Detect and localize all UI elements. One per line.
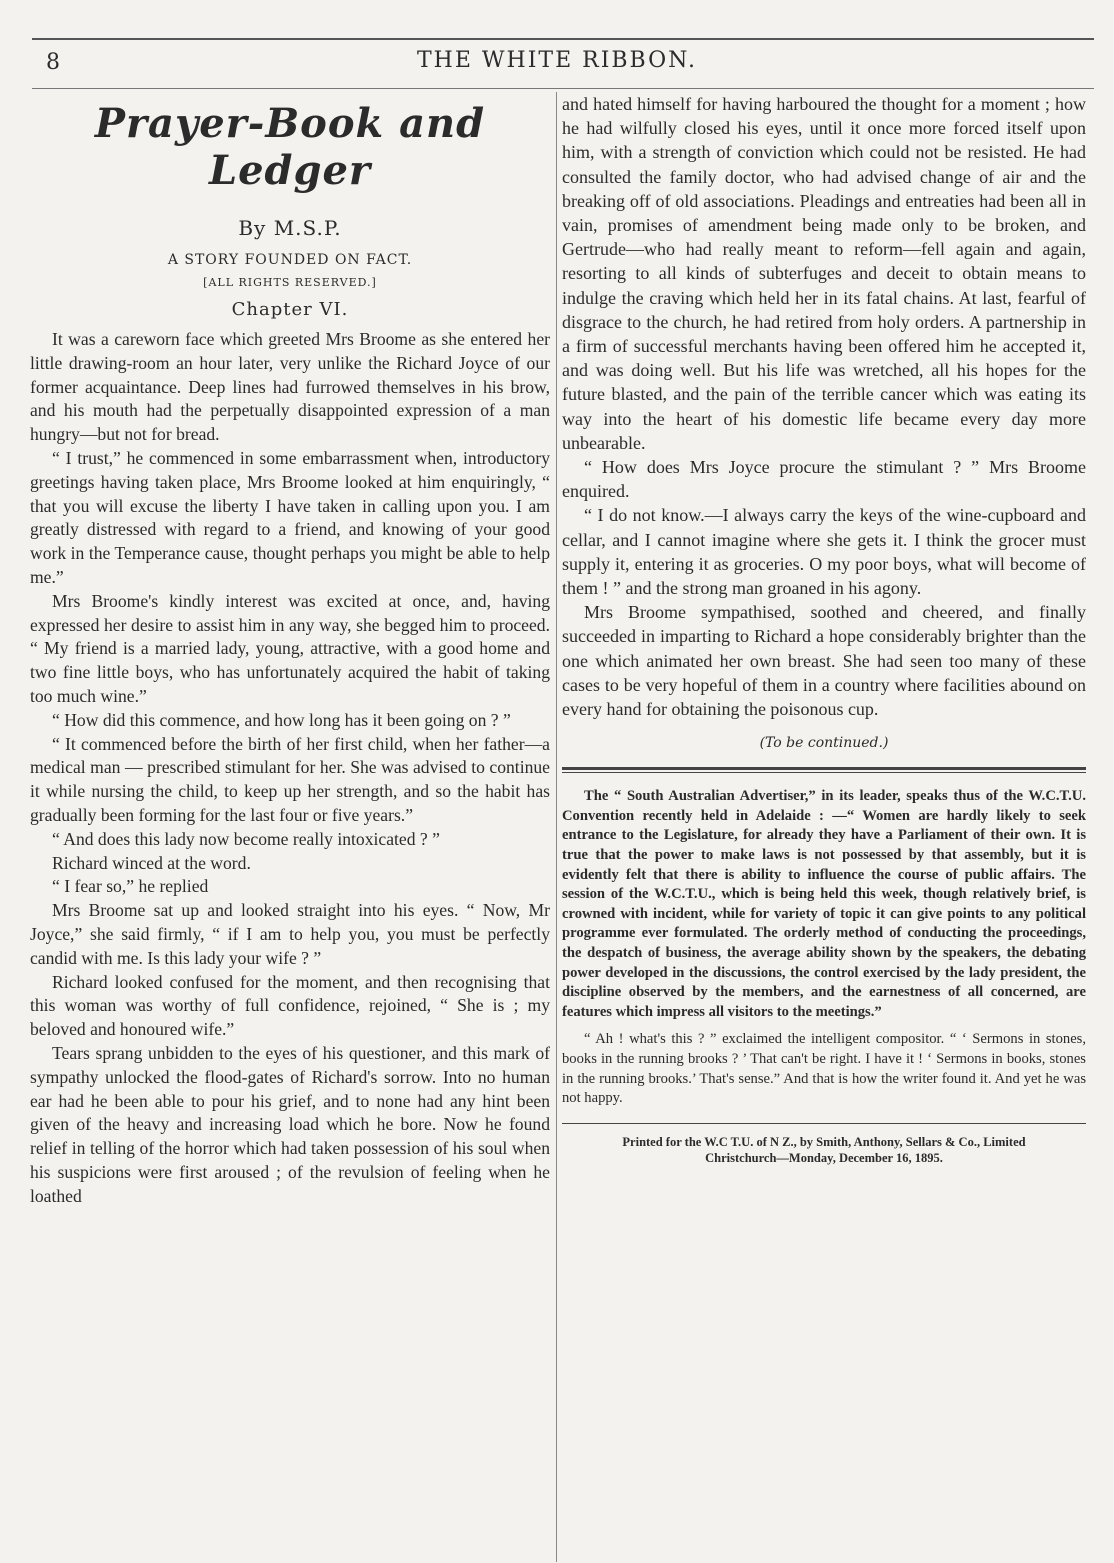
- paragraph: It was a careworn face which greeted Mrs Broome as she entered her little drawing-room an hour later, very unlike the Richard Joyce of our former acquaintance. Deep lines had furrowed themselves in his brow, and his mouth had the perpetually disappointed expression of a man hungry—but not for bread.: [30, 329, 550, 445]
- story-right-text: [562, 92, 1086, 721]
- paragraph: Mrs Broome's kindly interest was excited at once, and, having expressed her desire to assist him in any way, she begged him to proceed. “ My friend is a married lady, young, attractive, with a good home and two fine little boys, who has unfortunately acquired the habit of taking too much wine.”: [30, 590, 550, 706]
- continued-note: (To be continued.): [759, 735, 889, 752]
- story-title: Prayer-Book and Ledger: [94, 100, 486, 194]
- paragraph: Mrs Broome sympathised, soothed and cheered, and finally succeeded in imparting to Richard a hope considerably brighter than the one which animated her own breast. She had seen too many of these cases to be very hopeful of them in a country where facilities abound on every hand for obtaining the poisonous cup.: [562, 602, 1086, 720]
- advertiser-excerpt: [562, 787, 1086, 1109]
- story-subtitle: A STORY FOUNDED ON FACT.: [167, 252, 413, 268]
- top-rule: [32, 38, 1094, 40]
- header-rule: [32, 88, 1094, 89]
- imprint-line-1: Printed for the W.C T.U. of N Z., by Smith, Anthony, Sellars & Co., Limited: [622, 1134, 1026, 1149]
- paragraph: Richard looked confused for the moment, and then recognising that this woman was worthy of full confidence, rejoined, “ She is ; my beloved and honoured wife.”: [30, 971, 550, 1040]
- paragraph: Mrs Broome sat up and looked straight into his eyes. “ Now, Mr Joyce,” she said firmly, “ if I am to help you, you must be perfectly candid with me. Is this lady your wife ? ”: [30, 900, 550, 968]
- paragraph: and hated himself for having harboured the thought for a moment ; how he had wilfully closed his eyes, until it once more forced itself upon him, with a strength of conviction which could not be resisted. He had consulted the family doctor, who had advised change of air and the breaking off of old associations. Pleadings and entreaties had been all in vain, promises of amendment being made only to be broken, and Gertrude—who had really meant to reform—fell again and again, resorting to all kinds of subterfuges and deceit to obtain means to indulge the craving which held her in its fatal chains. At last, fearful of disgrace to the church, he had retired from holy orders. A partnership in a firm of successful merchants having been offered him he accepted it, and was doing well. But his life was wretched, all his hopes for the future blasted, and the pain of the terrible cancer which was eating its way into the heart of his domestic life became every day more unbearable.: [562, 94, 1086, 453]
- paragraph: “ And does this lady now become really intoxicated ? ”: [52, 828, 440, 849]
- right-column: [562, 92, 1086, 1166]
- paragraph: Richard winced at the word.: [52, 852, 251, 873]
- paragraph: “ How did this commence, and how long has it been going on ? ”: [52, 709, 511, 730]
- compositor-note: “ Ah ! what's this ? ” exclaimed the intelligent compositor. “ ‘ Sermons in stones, books in the running brooks ? ’ That can't be right. I have it ! ‘ Sermons in books, stones in the running brooks.’ That's sense.” And that is how the writer found it. And yet he was not happy.: [562, 1031, 1086, 1107]
- paragraph: “ How does Mrs Joyce procure the stimulant ? ” Mrs Broome enquired.: [562, 457, 1086, 502]
- paragraph: “ I do not know.—I always carry the keys of the wine-cupboard and cellar, and I cannot imagine where she gets it. I think the grocer must supply it, entering it as groceries. O my poor boys, what will become of them ! ” and the strong man groaned in his agony.: [562, 505, 1086, 599]
- page-number: 8: [46, 50, 60, 75]
- excerpt-text: The “ South Australian Advertiser,” in its leader, speaks thus of the W.C.T.U. Convention recently held in Adelaide : —“ Women are hardly likely to seek entrance to the Legislature, for already they have a Parliament of their own. It is true that the power to make laws is not possessed by that assembly, but it is evidently felt that there is ability to influence the course of public affairs. The session of the W.C.T.U., which is being held this week, though relatively brief, is crowned with incident, while for variety of topic it can give points to any political programme ever formulated. The orderly method of conducting the proceedings, the despatch of business, the average ability shown by the speakers, the debating power developed in the discussions, the control exercised by the lady president, the discipline observed by the members, and the earnestness of all concerned, are features which impress all visitors to the meetings.”: [562, 788, 1086, 1020]
- chapter-heading: Chapter VI.: [231, 299, 349, 320]
- footer-rule: [562, 1123, 1086, 1124]
- publication-title: THE WHITE RIBBON.: [417, 48, 697, 73]
- imprint: [562, 1134, 1086, 1166]
- story-left-text: [30, 328, 550, 1208]
- imprint-line-2: Christchurch—Monday, December 16, 1895.: [705, 1150, 943, 1165]
- paragraph: “ I trust,” he commenced in some embarrassment when, introductory greetings having taken place, Mrs Broome looked at him enquiringly, “ that you will excuse the liberty I have taken in calling upon you. I am greatly distressed with regard to a friend, and knowing of your good work in the Temperance cause, thought perhaps you might be able to help me.”: [30, 447, 550, 587]
- left-column: [30, 92, 550, 1208]
- rights-notice: [ALL RIGHTS RESERVED.]: [203, 276, 377, 289]
- paragraph: “ It commenced before the birth of her first child, when her father—a medical man — prescribed stimulant for her. She was advised to continue it while nursing the child, to keep up her strength, and so the habit has gradually been forming for the last four or five years.”: [30, 733, 550, 825]
- section-rule: [562, 767, 1086, 773]
- paragraph: “ I fear so,” he replied: [52, 876, 209, 897]
- column-divider: [556, 92, 557, 1562]
- paragraph: Tears sprang unbidden to the eyes of his questioner, and this mark of sympathy unlocked the flood-gates of Richard's sorrow. Into no human ear had he been able to pour his grief, and to none had any hint been given of the heavy and increasing load which he bore. Now he found relief in telling of the horror which had taken possession of his soul when his suspicions were first aroused ; of the revulsion of feeling when he loathed: [30, 1042, 550, 1206]
- byline: By M.S.P.: [238, 216, 342, 240]
